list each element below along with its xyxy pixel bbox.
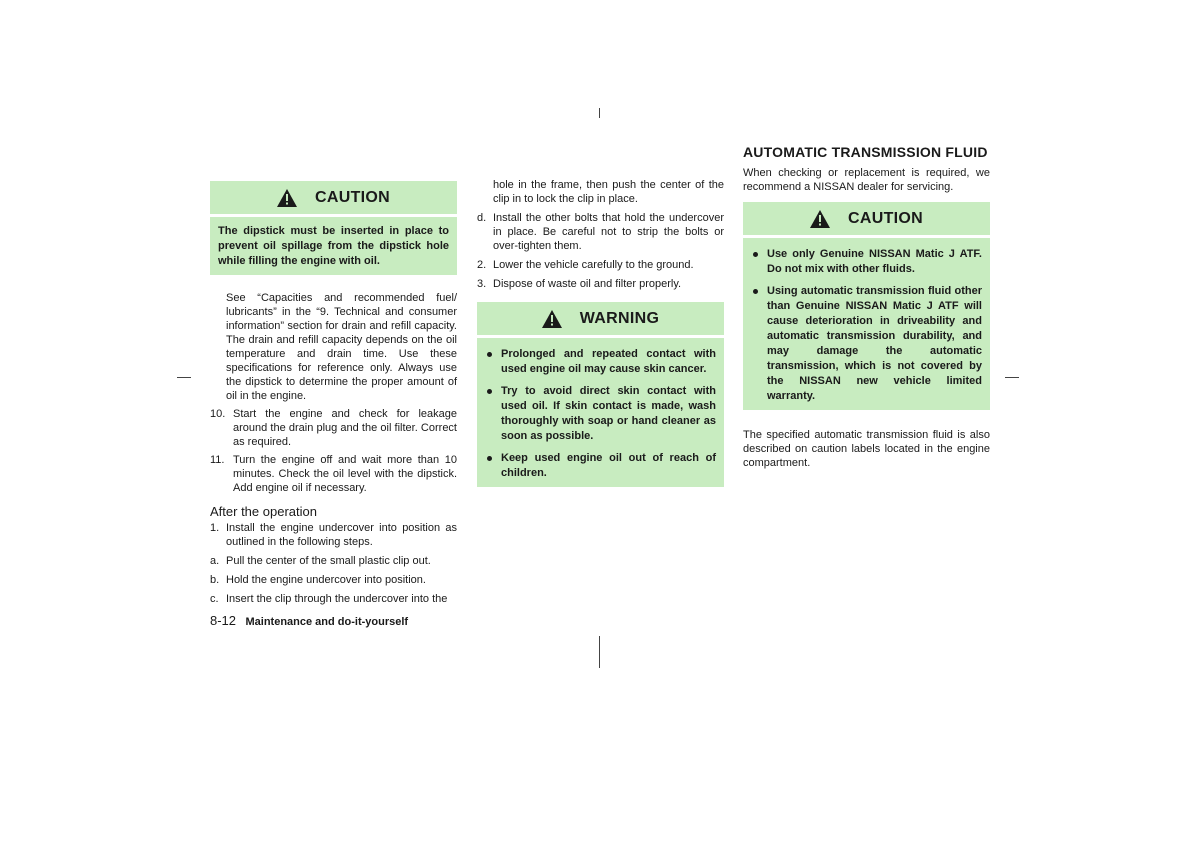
- caution-body-left: [210, 217, 457, 275]
- bullet-icon: [487, 352, 492, 357]
- bottom-center-mark: [599, 636, 600, 668]
- step-3: 3. Dispose of waste oil and filter properly.: [477, 278, 682, 290]
- caution-header-left: [210, 181, 457, 214]
- section-heading: AUTOMATIC TRANSMISSION FLUID: [743, 144, 988, 160]
- caution-list: [751, 247, 982, 404]
- caution-text: The dipstick must be inserted in place to prevent oil spillage from the dipstick hole while filling the engine with oil.: [218, 225, 449, 267]
- section-title: Maintenance and do-it-yourself: [245, 616, 409, 628]
- after-step-1: 1. Install the engine undercover into position as outlined in the following steps.: [210, 522, 457, 548]
- warning-triangle-icon: [542, 310, 562, 328]
- middle-column: [477, 178, 724, 487]
- list-item: Try to avoid direct skin contact with used oil. If skin contact is made, wash thoroughly with soap or hand cleaner as soon as possible.: [485, 384, 716, 444]
- warning-title: WARNING: [579, 309, 660, 327]
- bullet-icon: [753, 252, 758, 257]
- step-d: d. Install the other bolts that hold the undercover in place. Be careful not to strip the bolts or over-tighten them.: [477, 212, 724, 252]
- bullet-icon: [753, 289, 758, 294]
- caution-body-right: [743, 238, 990, 410]
- warning-triangle-icon: [810, 210, 830, 228]
- continued-step-text: hole in the frame, then push the center of the clip in to lock the clip in place.: [493, 179, 724, 205]
- step-11: 11. Turn the engine off and wait more than 10 minutes. Check the oil level with the dipstick. Add engine oil if necessary.: [210, 454, 457, 494]
- page-footer: [210, 612, 408, 630]
- after-step-b: b. Hold the engine undercover into position.: [210, 574, 426, 586]
- page-number: 8-12: [210, 613, 237, 628]
- bullet-icon: [487, 389, 492, 394]
- warning-body: [477, 338, 724, 487]
- left-column: [210, 181, 457, 606]
- caution-header-right: [743, 202, 990, 235]
- top-center-mark: [599, 108, 600, 118]
- warning-header: [477, 302, 724, 335]
- list-item: Using automatic transmission fluid other than Genuine NISSAN Matic J ATF will cause deterioration in driveability and automatic transmission durability, and may damage the automatic transmission, which is not covered by the NISSAN new vehicle limited warranty.: [751, 284, 982, 404]
- after-step-a: a. Pull the center of the small plastic clip out.: [210, 555, 431, 567]
- after-operation-heading: After the operation: [210, 504, 317, 519]
- outro-paragraph: The specified automatic transmission fluid is also described on caution labels located in the engine compartment.: [743, 429, 990, 469]
- step-2: 2. Lower the vehicle carefully to the ground.: [477, 259, 694, 271]
- warning-triangle-icon: [277, 189, 297, 207]
- right-side-mark: [1005, 377, 1019, 378]
- warning-list: [485, 347, 716, 481]
- list-item: Use only Genuine NISSAN Matic J ATF. Do not mix with other fluids.: [751, 247, 982, 277]
- intro-paragraph: When checking or replacement is required, we recommend a NISSAN dealer for servicing.: [743, 167, 990, 193]
- step-10: 10. Start the engine and check for leakage around the drain plug and the oil filter. Correct as required.: [210, 408, 457, 448]
- caution-title: CAUTION: [315, 188, 390, 206]
- list-item: Prolonged and repeated contact with used engine oil may cause skin cancer.: [485, 347, 716, 377]
- caution-title: CAUTION: [848, 209, 923, 227]
- list-item: Keep used engine oil out of reach of children.: [485, 451, 716, 481]
- after-step-c: c. Insert the clip through the undercover into the: [210, 593, 448, 605]
- capacities-paragraph: See “Capacities and recommended fuel/ lubricants” in the “9. Technical and consumer information” section for drain and refill capacity. The drain and refill capacity depends on the oil temperature and drain time. Use these specifications for reference only. Always use the dipstick to determine the proper amount of oil in the engine.: [226, 292, 457, 402]
- right-column: [743, 144, 990, 470]
- left-side-mark: [177, 377, 191, 378]
- bullet-icon: [487, 456, 492, 461]
